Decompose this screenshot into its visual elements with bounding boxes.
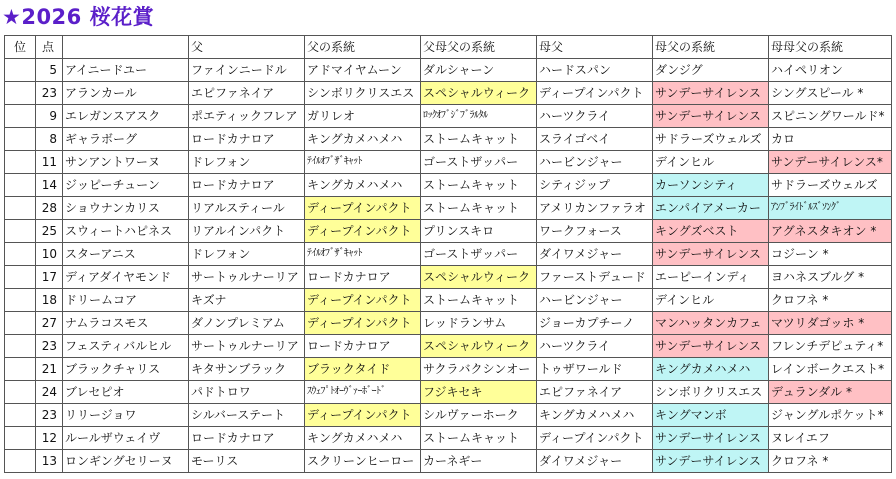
points-cell: 10 bbox=[36, 243, 63, 266]
sire-line-cell: キングカメハメハ bbox=[305, 174, 421, 197]
rank-cell bbox=[5, 128, 36, 151]
sire-cell: パドトロワ bbox=[189, 381, 305, 404]
header-rank: 位 bbox=[5, 36, 36, 59]
sire-cell: サートゥルナーリア bbox=[189, 266, 305, 289]
header-dam-dam-sire-line: 母母父の系統 bbox=[769, 36, 892, 59]
dam-dam-sire-line-cell: ヨハネスブルグ * bbox=[769, 266, 892, 289]
rank-cell bbox=[5, 335, 36, 358]
dam-sire-line-cell: キングズベスト bbox=[653, 220, 769, 243]
sire-line-cell: ディープインパクト bbox=[305, 289, 421, 312]
table-row bbox=[5, 381, 892, 404]
rank-cell bbox=[5, 289, 36, 312]
header-sire: 父 bbox=[189, 36, 305, 59]
points-cell: 24 bbox=[36, 381, 63, 404]
horse-name-cell: リリージョワ bbox=[63, 404, 189, 427]
sire-cell: エピファネイア bbox=[189, 82, 305, 105]
horse-name-cell: スウィートハピネス bbox=[63, 220, 189, 243]
table-row bbox=[5, 220, 892, 243]
sire-dam-sire-line-cell: レッドランサム bbox=[421, 312, 537, 335]
sire-dam-sire-line-cell: ゴーストザッパー bbox=[421, 151, 537, 174]
sire-line-cell: スクリーンヒーロー bbox=[305, 450, 421, 473]
dam-dam-sire-line-cell: クロフネ * bbox=[769, 289, 892, 312]
horse-name-cell: サンアントワーヌ bbox=[63, 151, 189, 174]
table-row bbox=[5, 404, 892, 427]
dam-sire-cell: シティジップ bbox=[537, 174, 653, 197]
header-dam-sire-line: 母父の系統 bbox=[653, 36, 769, 59]
sire-cell: ダノンプレミアム bbox=[189, 312, 305, 335]
table-row bbox=[5, 358, 892, 381]
horse-name-cell: ジッピーチューン bbox=[63, 174, 189, 197]
rank-cell bbox=[5, 450, 36, 473]
table-row bbox=[5, 312, 892, 335]
dam-sire-line-cell: サンデーサイレンス bbox=[653, 427, 769, 450]
table-row bbox=[5, 128, 892, 151]
points-cell: 17 bbox=[36, 266, 63, 289]
rank-cell bbox=[5, 197, 36, 220]
dam-sire-cell: トゥザワールド bbox=[537, 358, 653, 381]
rank-cell bbox=[5, 266, 36, 289]
sire-cell: サートゥルナーリア bbox=[189, 335, 305, 358]
dam-sire-cell: ワークフォース bbox=[537, 220, 653, 243]
sire-line-cell: ディープインパクト bbox=[305, 404, 421, 427]
sire-line-cell: ロードカナロア bbox=[305, 266, 421, 289]
dam-dam-sire-line-cell: ハイペリオン bbox=[769, 59, 892, 82]
header-sire-dam-sire-line: 父母父の系統 bbox=[421, 36, 537, 59]
table-row bbox=[5, 266, 892, 289]
sire-line-cell: ﾃｲﾙｵﾌﾞｻﾞｷｬｯﾄ bbox=[305, 151, 421, 174]
points-cell: 23 bbox=[36, 404, 63, 427]
header-row bbox=[5, 36, 892, 59]
sire-dam-sire-line-cell: スペシャルウィーク bbox=[421, 335, 537, 358]
sire-dam-sire-line-cell: ダルシャーン bbox=[421, 59, 537, 82]
dam-sire-line-cell: デインヒル bbox=[653, 289, 769, 312]
sire-cell: ロードカナロア bbox=[189, 128, 305, 151]
sire-dam-sire-line-cell: サクラバクシンオー bbox=[421, 358, 537, 381]
rank-cell bbox=[5, 427, 36, 450]
horse-name-cell: アイニードユー bbox=[63, 59, 189, 82]
dam-dam-sire-line-cell: フレンチデピュティ* bbox=[769, 335, 892, 358]
page-title: ★2026 桜花賞 bbox=[2, 5, 155, 29]
dam-sire-line-cell: エーピーインディ bbox=[653, 266, 769, 289]
dam-sire-line-cell: エンパイアメーカー bbox=[653, 197, 769, 220]
points-cell: 27 bbox=[36, 312, 63, 335]
dam-dam-sire-line-cell: デュランダル * bbox=[769, 381, 892, 404]
points-cell: 11 bbox=[36, 151, 63, 174]
sire-dam-sire-line-cell: カーネギー bbox=[421, 450, 537, 473]
sire-line-cell: ディープインパクト bbox=[305, 312, 421, 335]
rank-cell bbox=[5, 243, 36, 266]
rank-cell bbox=[5, 220, 36, 243]
horse-name-cell: ギャラボーグ bbox=[63, 128, 189, 151]
dam-dam-sire-line-cell: カロ bbox=[769, 128, 892, 151]
dam-sire-line-cell: シンボリクリスエス bbox=[653, 381, 769, 404]
dam-sire-line-cell: キングカメハメハ bbox=[653, 358, 769, 381]
sire-cell: リアルインパクト bbox=[189, 220, 305, 243]
dam-sire-line-cell: キングマンボ bbox=[653, 404, 769, 427]
table-row bbox=[5, 174, 892, 197]
table-row bbox=[5, 82, 892, 105]
sire-cell: シルバーステート bbox=[189, 404, 305, 427]
table-row bbox=[5, 105, 892, 128]
table-row bbox=[5, 59, 892, 82]
header-dam-sire: 母父 bbox=[537, 36, 653, 59]
pedigree-table bbox=[4, 35, 892, 473]
sire-dam-sire-line-cell: ストームキャット bbox=[421, 427, 537, 450]
dam-dam-sire-line-cell: コジーン * bbox=[769, 243, 892, 266]
horse-name-cell: ディアダイヤモンド bbox=[63, 266, 189, 289]
horse-name-cell: アランカール bbox=[63, 82, 189, 105]
table-row bbox=[5, 197, 892, 220]
points-cell: 28 bbox=[36, 197, 63, 220]
horse-name-cell: ロンギングセリーヌ bbox=[63, 450, 189, 473]
dam-sire-cell: ジョーカプチーノ bbox=[537, 312, 653, 335]
sire-cell: ポエティックフレア bbox=[189, 105, 305, 128]
sire-dam-sire-line-cell: ストームキャット bbox=[421, 128, 537, 151]
rank-cell bbox=[5, 174, 36, 197]
dam-sire-cell: ハードスパン bbox=[537, 59, 653, 82]
sire-line-cell: キングカメハメハ bbox=[305, 128, 421, 151]
sire-line-cell: シンボリクリスエス bbox=[305, 82, 421, 105]
dam-sire-line-cell: マンハッタンカフェ bbox=[653, 312, 769, 335]
points-cell: 23 bbox=[36, 82, 63, 105]
dam-dam-sire-line-cell: レインボークエスト* bbox=[769, 358, 892, 381]
dam-dam-sire-line-cell: アグネスタキオン * bbox=[769, 220, 892, 243]
dam-dam-sire-line-cell: スピニングワールド* bbox=[769, 105, 892, 128]
dam-sire-cell: エピファネイア bbox=[537, 381, 653, 404]
sire-cell: リアルスティール bbox=[189, 197, 305, 220]
sire-cell: モーリス bbox=[189, 450, 305, 473]
sire-line-cell: ガリレオ bbox=[305, 105, 421, 128]
rank-cell bbox=[5, 105, 36, 128]
dam-dam-sire-line-cell: マツリダゴッホ * bbox=[769, 312, 892, 335]
sire-cell: キタサンブラック bbox=[189, 358, 305, 381]
sire-dam-sire-line-cell: プリンスキロ bbox=[421, 220, 537, 243]
horse-name-cell: ナムラコスモス bbox=[63, 312, 189, 335]
points-cell: 12 bbox=[36, 427, 63, 450]
dam-sire-cell: ハーツクライ bbox=[537, 105, 653, 128]
table-row bbox=[5, 151, 892, 174]
table-row bbox=[5, 450, 892, 473]
dam-dam-sire-line-cell: クロフネ * bbox=[769, 450, 892, 473]
sire-cell: キズナ bbox=[189, 289, 305, 312]
sire-cell: ロードカナロア bbox=[189, 427, 305, 450]
dam-dam-sire-line-cell: サドラーズウェルズ bbox=[769, 174, 892, 197]
rank-cell bbox=[5, 59, 36, 82]
table-row bbox=[5, 289, 892, 312]
points-cell: 21 bbox=[36, 358, 63, 381]
points-cell: 13 bbox=[36, 450, 63, 473]
points-cell: 9 bbox=[36, 105, 63, 128]
dam-sire-line-cell: ダンジグ bbox=[653, 59, 769, 82]
sire-cell: ロードカナロア bbox=[189, 174, 305, 197]
sire-line-cell: ﾃｲﾙｵﾌﾞｻﾞｷｬｯﾄ bbox=[305, 243, 421, 266]
dam-sire-cell: キングカメハメハ bbox=[537, 404, 653, 427]
dam-sire-line-cell: サドラーズウェルズ bbox=[653, 128, 769, 151]
dam-sire-cell: ハービンジャー bbox=[537, 151, 653, 174]
dam-dam-sire-line-cell: ｱﾝﾌﾞﾗｲﾄﾞﾙｽﾞｿﾝｸﾞ bbox=[769, 197, 892, 220]
rank-cell bbox=[5, 82, 36, 105]
sire-dam-sire-line-cell: ストームキャット bbox=[421, 289, 537, 312]
dam-sire-line-cell: デインヒル bbox=[653, 151, 769, 174]
sire-dam-sire-line-cell: ストームキャット bbox=[421, 174, 537, 197]
sire-dam-sire-line-cell: ストームキャット bbox=[421, 197, 537, 220]
horse-name-cell: ブラックチャリス bbox=[63, 358, 189, 381]
rank-cell bbox=[5, 404, 36, 427]
table-row bbox=[5, 243, 892, 266]
dam-sire-cell: ダイワメジャー bbox=[537, 243, 653, 266]
horse-name-cell: ブレセピオ bbox=[63, 381, 189, 404]
dam-dam-sire-line-cell: シングスピール * bbox=[769, 82, 892, 105]
dam-dam-sire-line-cell: サンデーサイレンス* bbox=[769, 151, 892, 174]
header-points: 点 bbox=[36, 36, 63, 59]
horse-name-cell: フェスティバルヒル bbox=[63, 335, 189, 358]
horse-name-cell: ドリームコア bbox=[63, 289, 189, 312]
points-cell: 8 bbox=[36, 128, 63, 151]
dam-sire-line-cell: サンデーサイレンス bbox=[653, 243, 769, 266]
horse-name-cell: ショウナンカリス bbox=[63, 197, 189, 220]
dam-sire-cell: アメリカンファラオ bbox=[537, 197, 653, 220]
header-sire-line: 父の系統 bbox=[305, 36, 421, 59]
sire-line-cell: アドマイヤムーン bbox=[305, 59, 421, 82]
table-row bbox=[5, 335, 892, 358]
dam-sire-cell: ハービンジャー bbox=[537, 289, 653, 312]
dam-sire-line-cell: サンデーサイレンス bbox=[653, 82, 769, 105]
dam-sire-line-cell: カーソンシティ bbox=[653, 174, 769, 197]
dam-sire-cell: ハーツクライ bbox=[537, 335, 653, 358]
dam-sire-cell: ファーストデュード bbox=[537, 266, 653, 289]
points-cell: 14 bbox=[36, 174, 63, 197]
horse-name-cell: エレガンスアスク bbox=[63, 105, 189, 128]
sire-dam-sire-line-cell: スペシャルウィーク bbox=[421, 266, 537, 289]
dam-sire-cell: ディープインパクト bbox=[537, 427, 653, 450]
sire-dam-sire-line-cell: フジキセキ bbox=[421, 381, 537, 404]
points-cell: 23 bbox=[36, 335, 63, 358]
points-cell: 18 bbox=[36, 289, 63, 312]
horse-name-cell: スターアニス bbox=[63, 243, 189, 266]
sire-dam-sire-line-cell: シルヴァーホーク bbox=[421, 404, 537, 427]
dam-sire-line-cell: サンデーサイレンス bbox=[653, 105, 769, 128]
rank-cell bbox=[5, 151, 36, 174]
dam-dam-sire-line-cell: ジャングルポケット* bbox=[769, 404, 892, 427]
dam-sire-cell: ディープインパクト bbox=[537, 82, 653, 105]
rank-cell bbox=[5, 358, 36, 381]
dam-dam-sire-line-cell: ヌレイエフ bbox=[769, 427, 892, 450]
sire-line-cell: ロードカナロア bbox=[305, 335, 421, 358]
dam-sire-cell: ダイワメジャー bbox=[537, 450, 653, 473]
rank-cell bbox=[5, 312, 36, 335]
header-horse-name bbox=[63, 36, 189, 59]
sire-dam-sire-line-cell: スペシャルウィーク bbox=[421, 82, 537, 105]
points-cell: 25 bbox=[36, 220, 63, 243]
dam-sire-line-cell: サンデーサイレンス bbox=[653, 335, 769, 358]
sire-dam-sire-line-cell: ゴーストザッパー bbox=[421, 243, 537, 266]
sire-line-cell: ディープインパクト bbox=[305, 220, 421, 243]
sire-cell: ファインニードル bbox=[189, 59, 305, 82]
dam-sire-cell: スライゴベイ bbox=[537, 128, 653, 151]
sire-line-cell: ディープインパクト bbox=[305, 197, 421, 220]
sire-dam-sire-line-cell: ﾛｯｸｵﾌﾞｼﾞﾌﾞﾗﾙﾀﾙ bbox=[421, 105, 537, 128]
dam-sire-line-cell: サンデーサイレンス bbox=[653, 450, 769, 473]
horse-name-cell: ルールザウェイヴ bbox=[63, 427, 189, 450]
sire-cell: ドレフォン bbox=[189, 151, 305, 174]
rank-cell bbox=[5, 381, 36, 404]
sire-line-cell: キングカメハメハ bbox=[305, 427, 421, 450]
points-cell: 5 bbox=[36, 59, 63, 82]
sire-cell: ドレフォン bbox=[189, 243, 305, 266]
sire-line-cell: ｽｳｪﾌﾟﾄｵｰｳﾞｧｰﾎﾞｰﾄﾞ bbox=[305, 381, 421, 404]
table-row bbox=[5, 427, 892, 450]
sire-line-cell: ブラックタイド bbox=[305, 358, 421, 381]
